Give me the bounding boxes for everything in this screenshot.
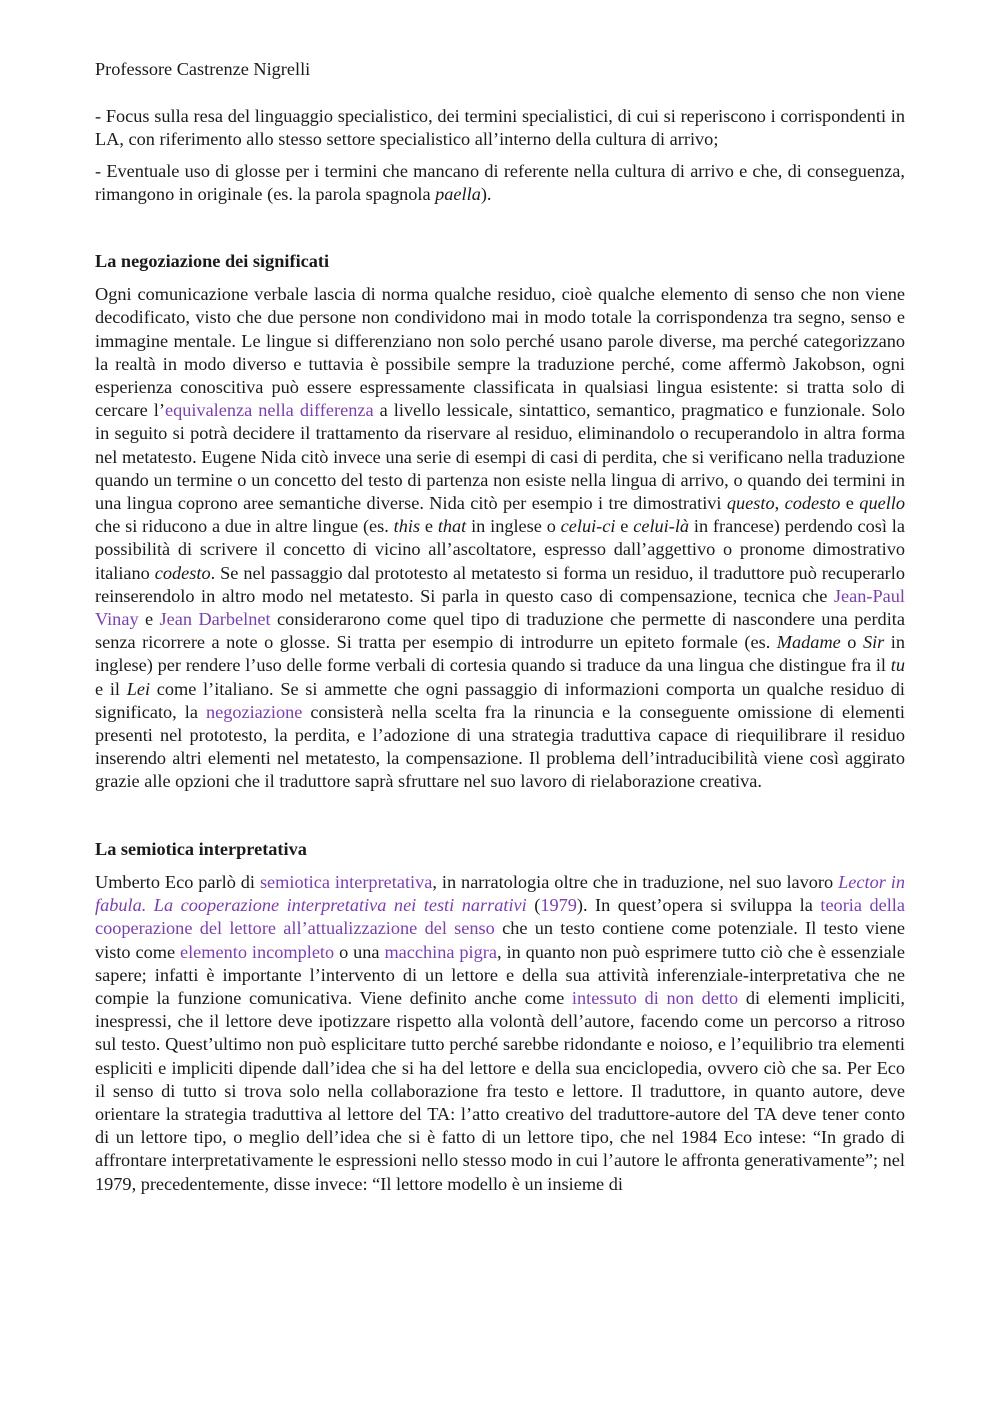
link-equivalenza[interactable]: equivalenza nella differenza (164, 400, 374, 421)
section-title-negoziazione: La negoziazione dei significati (95, 251, 330, 272)
document-page (95, 58, 905, 1196)
paragraph-semiotica: Umberto Eco parlò di semiotica interpretativa, in narratologia oltre che in traduzione, nel suo lavoro Lector in fabula. La cooperazione interpretativa nei testi narrativi (1979). In quest’opera si sviluppa la teoria della cooperazione del lettore all’attualizzazione del senso che un testo contiene come potenziale. Il testo viene visto come elemento incompleto o una macchina pigra, in quanto non può esprimere tutto ciò che è essenziale sapere; infatti è importante l’intervento di un lettore e della sua attività inferenziale-interpretativa che ne compie la funzione comunicativa. Viene definito anche come intessuto di non detto di elementi impliciti, inespressi, che il lettore deve ipotizzare rispetto alla volontà dell’autore, facendo come un percorso a ritroso sul testo. Quest’ultimo non può esplicitare tutto perché sarebbe ridondante e noioso, e l’equilibrio tra elementi espliciti e impliciti dipende dall’idea che si ha del lettore e della sua enciclopedia, ovvero ciò che sa. Per Eco il senso di tutto si trova solo nella collaborazione fra testo e lettore. Il traduttore, in quanto autore, deve orientare la strategia traduttiva al lettore del TA: l’atto creativo del traduttore-autore del TA deve tener conto di un lettore tipo, o meglio dell’idea che si è fatto di un lettore tipo, che nel 1984 Eco intese: “In grado di affrontare interpretativamente le espressioni nello stesso modo in cui l’autore le affronta generativamente”; nel 1979, precedentemente, disse invece: “Il lettore modello è un insieme di (95, 871, 905, 1194)
link-semiotica-interpretativa[interactable]: semiotica interpretativa (259, 871, 433, 892)
link-vinay[interactable]: Jean-Paul Vinay (95, 585, 905, 630)
link-macchina-pigra[interactable]: macchina pigra (384, 941, 497, 962)
section-title-semiotica: La semiotica interpretativa (95, 838, 307, 859)
link-lector-in-fabula[interactable]: Lector in fabula. La cooperazione interpretativa nei testi narrativi (95, 871, 905, 916)
bullet-specialist-language: - Focus sulla resa del linguaggio specialistico, dei termini specialistici, di cui si reperiscono i corrispondenti in LA, con riferimento allo stesso settore specialistico all’interno della cultura di arrivo; (95, 106, 905, 150)
bullet-glosses: - Eventuale uso di glosse per i termini che mancano di referente nella cultura di arrivo e che, di conseguenza, rimangono in originale (es. la parola spagnola paella). (95, 160, 905, 204)
paragraph-negoziazione: Ogni comunicazione verbale lascia di norma qualche residuo, cioè qualche elemento di senso che non viene decodificato, visto che due persone non condividono mai in modo totale la corrispondenza tra segno, senso e immagine mentale. Le lingue si differenziano non solo perché usano parole diverse, ma perché categorizzano la realtà in modo diverso e tuttavia è possibile sempre la traduzione perché, come affermò Jakobson, ogni esperienza conoscitiva può essere espressamente classificata in qualsiasi lingua esistente: si tratta solo di cercare l’equivalenza nella differenza a livello lessicale, sintattico, semantico, pragmatico e funzionale. Solo in seguito si potrà decidere il trattamento da riservare al residuo, eliminandolo o recuperandolo in altra forma nel metatesto. Eugene Nida citò invece una serie di esempi di casi di perdita, che si verificano nella traduzione quando un termine o un concetto del testo di partenza non esiste nella lingua di arrivo, o quando dei termini in una lingua coprono aree semantiche diverse. Nida citò per esempio i tre dimostrativi questo, codesto e quello che si riducono a due in altre lingue (es. this e that in inglese o celui-ci e celui-là in francese) perdendo così la possibilità di scrivere il concetto di vicino all’ascoltatore, espresso dall’aggettivo o pronome dimostrativo italiano codesto. Se nel passaggio dal prototesto al metatesto si forma un residuo, il traduttore può recuperarlo reinserendolo in altro modo nel metatesto. Si parla in questo caso di compensazione, tecnica che Jean-Paul Vinay e Jean Darbelnet considerarono come quel tipo di traduzione che permette di nascondere una perdita senza ricorrere a note o glosse. Si tratta per esempio di introdurre un epiteto formale (es. Madame o Sir in inglese) per rendere l’uso delle forme verbali di cortesia quando si traduce da una lingua che distingue fra il tu e il Lei come l’italiano. Se si ammette che ogni passaggio di informazioni comporta un qualche residuo di significato, la negoziazione consisterà nella scelta fra la rinuncia e la conseguente omissione di elementi presenti nel prototesto, la perdita, e l’adozione di una strategia traduttiva capace di riequilibrare il residuo inserendo altri elementi nel metatesto, la compensazione. Il problema dell’intraducibilità viene così aggirato grazie alle opzioni che il traduttore saprà sfruttare nel suo lavoro di rielaborazione creativa. (95, 284, 906, 792)
link-1979[interactable]: 1979 (540, 895, 577, 916)
link-elemento-incompleto[interactable]: elemento incompleto (179, 941, 335, 962)
italic-paella: paella (435, 183, 481, 204)
link-negoziazione[interactable]: negoziazione (205, 701, 303, 722)
link-intessuto-non-detto[interactable]: intessuto di non detto (571, 987, 739, 1008)
page-header: Professore Castrenze Nigrelli (95, 59, 311, 79)
link-teoria-cooperazione[interactable]: teoria della cooperazione del lettore all’attualizzazione del senso (95, 895, 905, 939)
link-darbelnet[interactable]: Jean Darbelnet (159, 609, 271, 630)
